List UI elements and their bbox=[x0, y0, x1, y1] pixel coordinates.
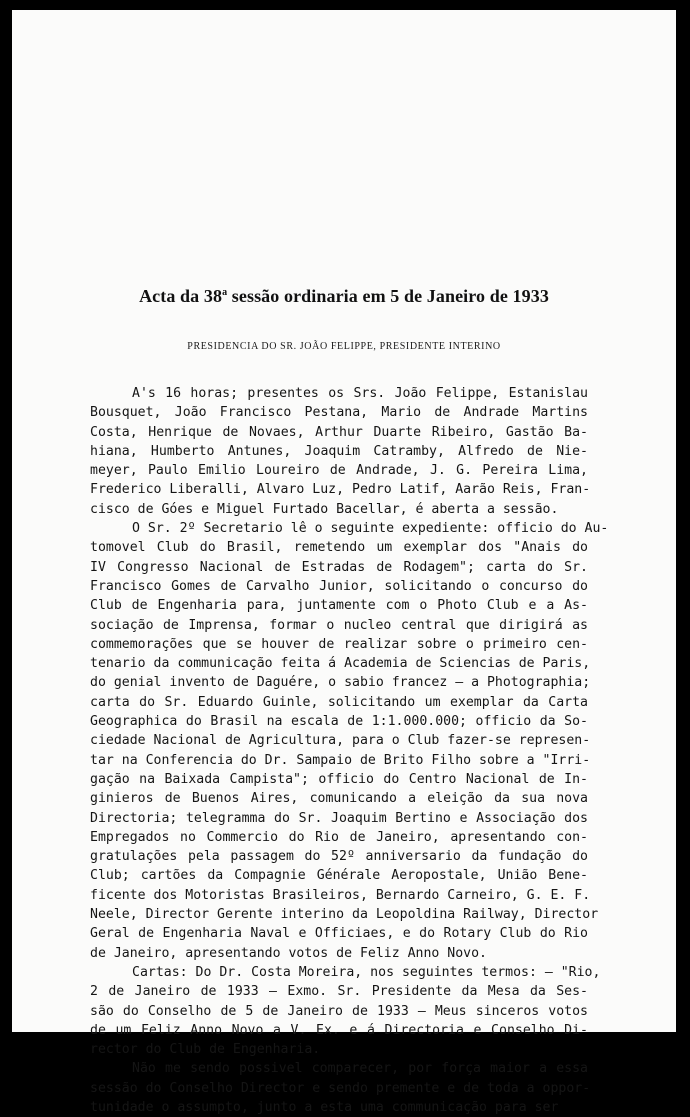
document-page bbox=[12, 10, 676, 1115]
text-line: Francisco Gomes de Carvalho Junior, solicitando o concurso do bbox=[90, 578, 588, 594]
text-line: Club de Engenharia para, juntamente com o Photo Club e a As- bbox=[90, 598, 588, 614]
text-line: carta do Sr. Eduardo Guinle, solicitando um exemplar da Carta bbox=[90, 694, 588, 710]
text-line: Costa, Henrique de Novaes, Arthur Duarte Ribeiro, Gastão Ba- bbox=[90, 424, 588, 440]
text-line: gação na Baixada Campista"; officio do Centro Nacional de In- bbox=[90, 771, 588, 787]
paragraph bbox=[90, 1059, 591, 1117]
document-body bbox=[90, 384, 609, 1117]
text-line: hiana, Humberto Antunes, Joaquim Catramby, Alfredo de Nie- bbox=[90, 443, 588, 459]
text-line: gratulações pela passagem do 52º anniversario da fundação do bbox=[90, 849, 588, 865]
paragraph bbox=[90, 384, 591, 519]
text-line: Geral de Engenharia Naval e Officiaes, e do Rotary Club do Rio bbox=[90, 926, 588, 942]
text-line: Neele, Director Gerente interino da Leopoldina Railway, Director bbox=[90, 907, 599, 923]
text-line: Frederico Liberalli, Alvaro Luz, Pedro Latif, Aarão Reis, Fran- bbox=[90, 482, 591, 498]
document-subtitle: PRESIDENCIA DO SR. JOÃO FELIPPE, PRESIDENTE INTERINO bbox=[187, 341, 501, 352]
text-line: Club; cartões da Compagnie Générale Aeropostale, União Bene- bbox=[90, 868, 588, 884]
text-line: A's 16 horas; presentes os Srs. João Felippe, Estanislau bbox=[132, 386, 588, 401]
text-line: Empregados no Commercio do Rio de Janeiro, apresentando con- bbox=[90, 829, 588, 845]
text-line: tenario da communicação feita á Academia de Sciencias de Paris, bbox=[90, 656, 591, 672]
text-line: são do Conselho de 5 de Janeiro de 1933 — Meus sinceros votos bbox=[90, 1003, 588, 1019]
text-line: sociação de Imprensa, formar o nucleo central que dirigirá as bbox=[90, 617, 588, 633]
paragraph bbox=[90, 519, 609, 963]
text-line: Não me sendo possivel comparecer, por força maior a essa bbox=[132, 1061, 588, 1077]
text-line: Cartas: Do Dr. Costa Moreira, nos seguintes termos: — "Rio, bbox=[132, 964, 601, 980]
text-line: Directoria; telegramma do Sr. Joaquim Bertino e Associação dos bbox=[90, 810, 588, 826]
text-line: sessão do Conselho Director e sendo premente e de toda a oppor- bbox=[90, 1080, 591, 1096]
text-line: meyer, Paulo Emilio Loureiro de Andrade, J. G. Pereira Lima, bbox=[90, 463, 588, 479]
paragraph bbox=[90, 963, 601, 1059]
text-line: do genial invento de Daguére, o sabio francez — a Photographia; bbox=[90, 675, 591, 691]
text-line: tunidade o assumpto, junto a esta uma communicação para ser bbox=[90, 1099, 559, 1115]
text-line: Bousquet, João Francisco Pestana, Mario de Andrade Martins bbox=[90, 405, 588, 421]
document-title bbox=[12, 286, 676, 307]
title-suffix: sessão ordinaria em 5 de Janeiro de 1933 bbox=[227, 286, 549, 306]
text-line: commemorações que se houver de realizar sobre o primeiro cen- bbox=[90, 636, 588, 652]
text-line: de Janeiro, apresentando votos de Feliz Anno Novo. bbox=[90, 945, 487, 961]
text-line: ginieros de Buenos Aires, comunicando a eleição da sua nova bbox=[90, 791, 588, 807]
text-line: ficente dos Motoristas Brasileiros, Bernardo Carneiro, G. E. F. bbox=[90, 887, 591, 903]
text-line: 2 de Janeiro de 1933 — Exmo. Sr. Presidente da Mesa da Ses- bbox=[90, 984, 588, 1000]
title-superscript: a bbox=[222, 287, 228, 298]
text-line: IV Congresso Nacional de Estradas de Rodagem"; carta do Sr. bbox=[90, 559, 588, 575]
text-line: tomovel Club do Brasil, remetendo um exemplar dos "Anais do bbox=[90, 540, 588, 556]
title-prefix: Acta da 38 bbox=[139, 286, 223, 306]
text-line: O Sr. 2º Secretario lê o seguinte expediente: officio do Au- bbox=[132, 521, 609, 537]
text-line: tar na Conferencia do Dr. Sampaio de Brito Filho sobre a "Irri- bbox=[90, 752, 591, 768]
text-line: ciedade Nacional de Agricultura, para o Club fazer-se represen- bbox=[90, 733, 591, 749]
text-line: de um Feliz Anno Novo a V. Ex. e á Directoria e Conselho Di- bbox=[90, 1022, 588, 1038]
text-line: cisco de Góes e Miguel Furtado Bacellar, é aberta a sessão. bbox=[90, 501, 559, 517]
text-line: rector do Club de Engenharia. bbox=[90, 1042, 321, 1058]
text-line: Geographica do Brasil na escala de 1:1.000.000; officio da So- bbox=[90, 714, 588, 730]
